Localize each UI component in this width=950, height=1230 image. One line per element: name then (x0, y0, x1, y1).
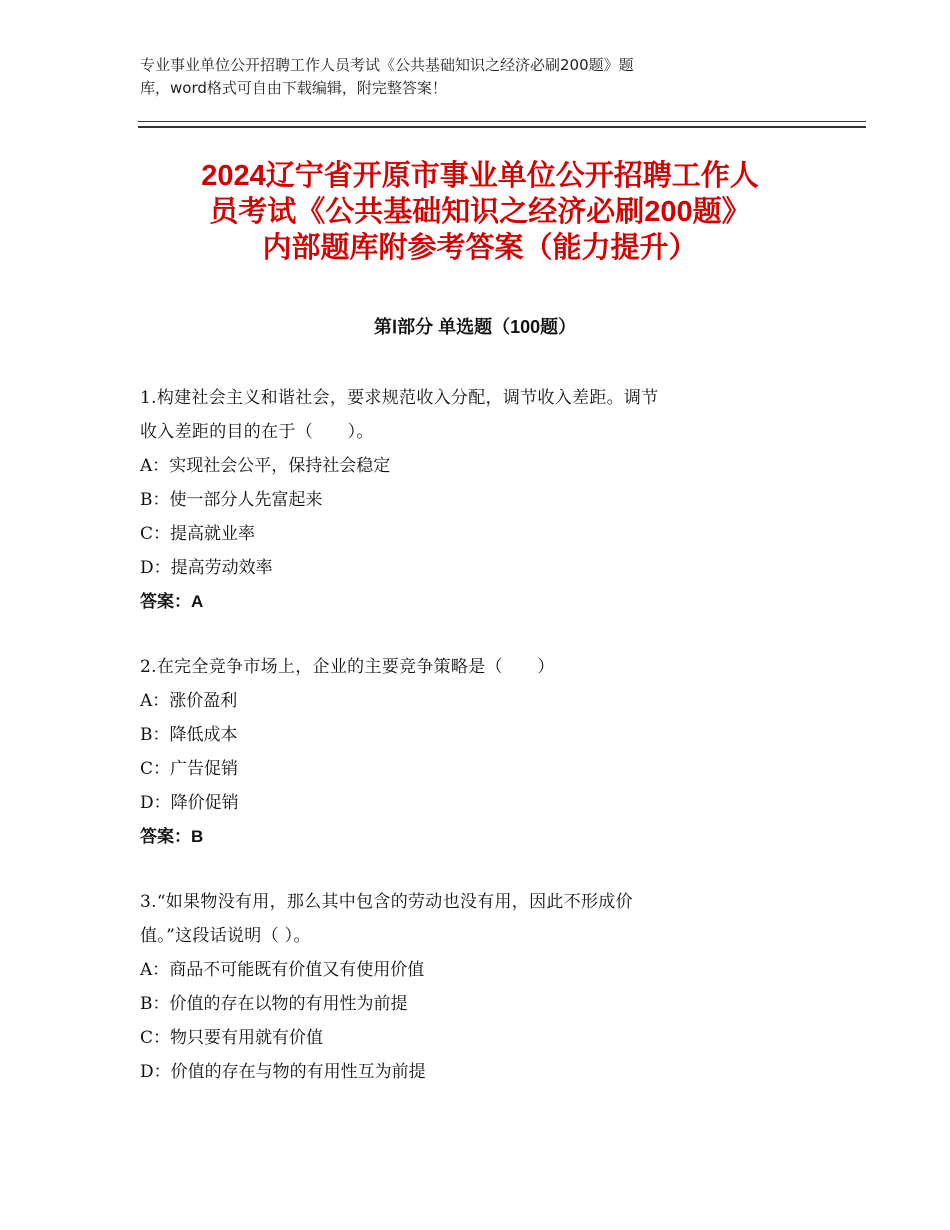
question-list (140, 381, 820, 1120)
option-d: D：价值的存在与物的有用性互为前提 (140, 1062, 426, 1082)
option-c: C：提高就业率 (140, 524, 256, 544)
option-d: D：降价促销 (140, 793, 239, 813)
question-stem-line-2: 值。”这段话说明（ ）。 (140, 926, 311, 946)
title-line-3: 内部题库附参考答案（能力提升） (262, 232, 698, 264)
option-c: C：物只要有用就有价值 (140, 1028, 324, 1048)
section-heading: 第Ⅰ部分 单选题（100题） (373, 317, 577, 337)
question-stem-line-1: 1.构建社会主义和谐社会，要求规范收入分配，调节收入差距。调节 (140, 388, 659, 408)
option-d: D：提高劳动效率 (140, 558, 273, 578)
answer: 答案：B (140, 827, 204, 846)
option-c: C：广告促销 (140, 759, 239, 779)
header-note-line-2: 库，word格式可自由下载编辑，附完整答案！ (140, 79, 447, 97)
title-line-1: 2024辽宁省开原市事业单位公开招聘工作人 (201, 160, 759, 192)
question-stem-line-2: 收入差距的目的在于（ ）。 (140, 422, 374, 442)
question-2 (140, 650, 820, 854)
option-a: A：涨价盈利 (140, 691, 238, 711)
question-1 (140, 381, 820, 619)
header-note (140, 54, 780, 100)
option-b: B：使一部分人先富起来 (140, 490, 323, 510)
answer: 答案：A (140, 592, 204, 611)
option-a: A：商品不可能既有价值又有使用价值 (140, 960, 425, 980)
header-divider (138, 121, 866, 128)
header-note-line-1: 专业事业单位公开招聘工作人员考试《公共基础知识之经济必刷200题》题 (140, 56, 634, 74)
document-title (130, 158, 830, 266)
option-a: A：实现社会公平，保持社会稳定 (140, 456, 391, 476)
option-b: B：降低成本 (140, 725, 238, 745)
option-b: B：价值的存在以物的有用性为前提 (140, 994, 408, 1014)
question-3 (140, 885, 820, 1089)
question-stem-line-1: 2.在完全竞争市场上，企业的主要竞争策略是（ ） (140, 657, 555, 677)
title-line-2: 员考试《公共基础知识之经济必刷200题》 (209, 196, 751, 228)
question-stem-line-1: 3.“如果物没有用，那么其中包含的劳动也没有用，因此不形成价 (140, 892, 633, 912)
